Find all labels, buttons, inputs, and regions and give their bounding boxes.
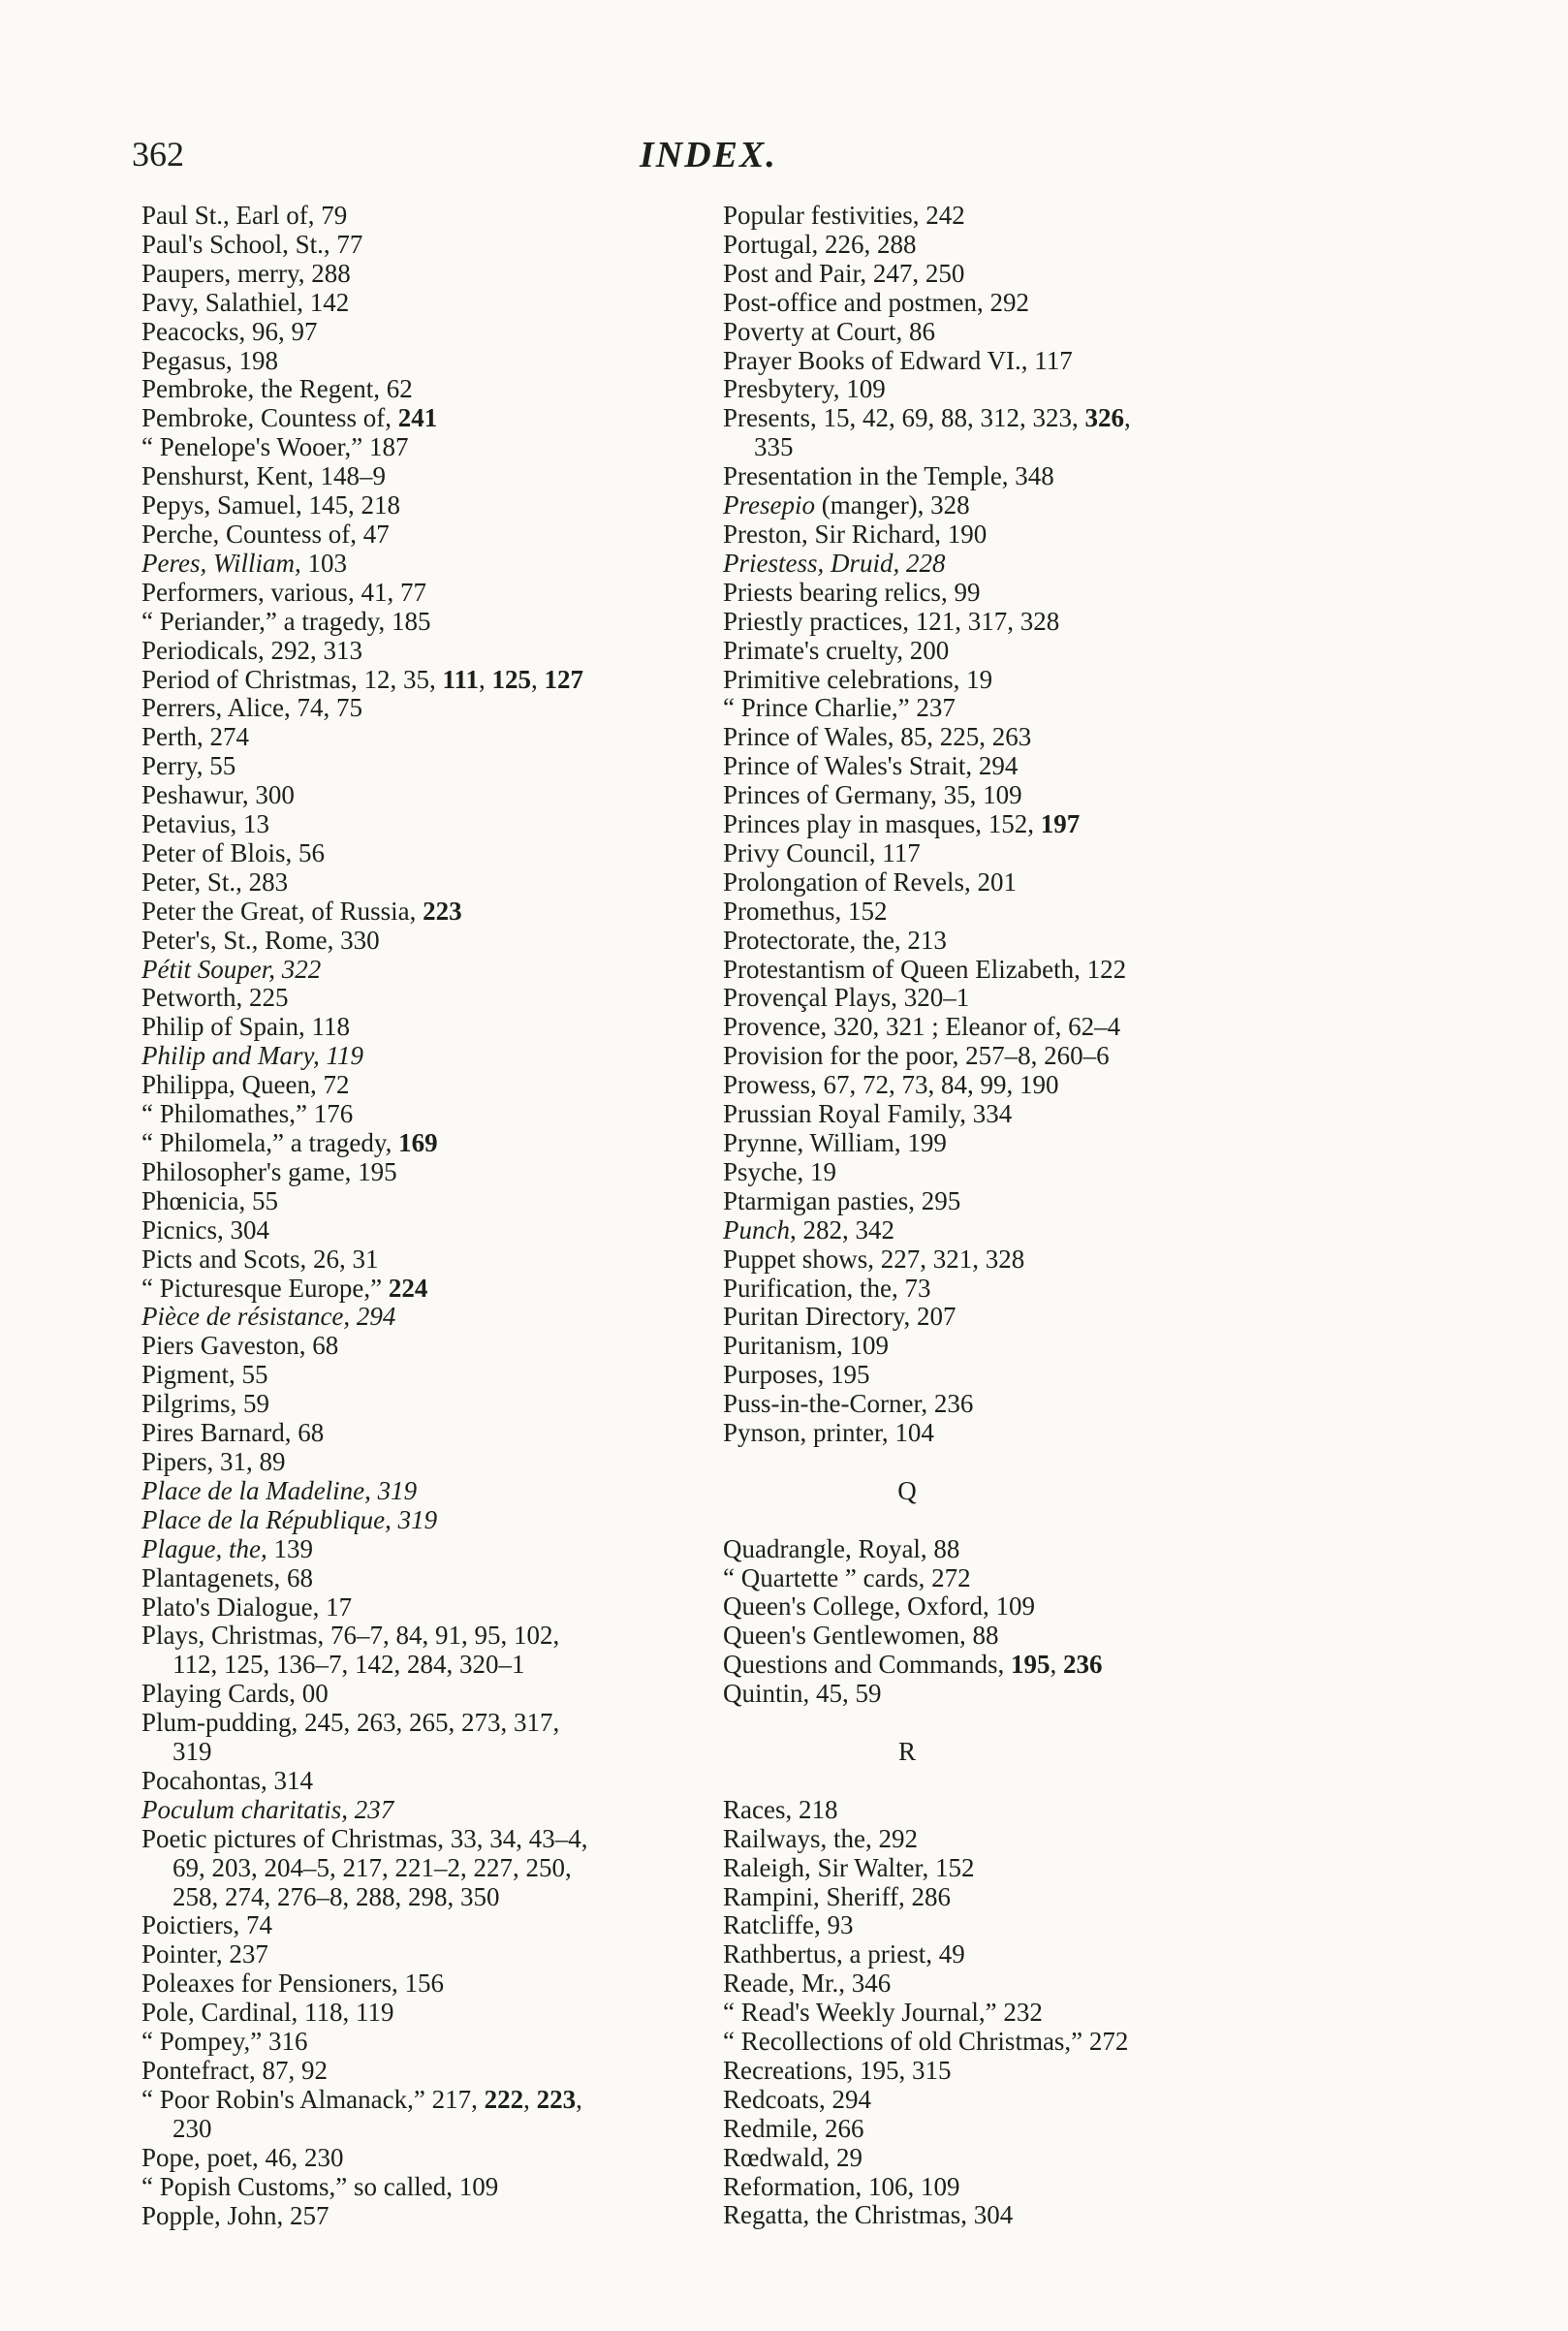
index-entry: “ Penelope's Wooer,” 187 [141, 432, 409, 462]
index-entry: Pavy, Salathiel, 142 [141, 287, 350, 317]
index-entry: Pétit Souper, 322 [141, 954, 322, 984]
index-entry: Ratcliffe, 93 [723, 1910, 854, 1940]
index-entry: Picts and Scots, 26, 31 [141, 1244, 379, 1274]
index-entry: Races, 218 [723, 1794, 838, 1824]
index-entry: Purposes, 195 [723, 1360, 870, 1390]
index-entry: Periodicals, 292, 313 [141, 635, 362, 665]
index-entry: “ Picturesque Europe,” 224 [141, 1273, 428, 1303]
index-entry: Presbytery, 109 [723, 374, 886, 404]
index-entry: Primate's cruelty, 200 [723, 635, 950, 665]
index-entry: Redcoats, 294 [723, 2084, 871, 2114]
index-entry: Pynson, printer, 104 [723, 1418, 934, 1448]
index-entry: Recreations, 195, 315 [723, 2055, 952, 2085]
index-entry: Puss-in-the-Corner, 236 [723, 1389, 974, 1419]
index-entry: Rœdwald, 29 [723, 2142, 862, 2172]
index-entry: Protestantism of Queen Elizabeth, 122 [723, 954, 1127, 984]
index-entry: Post and Pair, 247, 250 [723, 258, 965, 288]
index-entry: Popple, John, 257 [141, 2200, 329, 2230]
index-entry: Priests bearing relics, 99 [723, 577, 981, 607]
index-entry: Presents, 15, 42, 69, 88, 312, 323, 326, [723, 403, 1131, 433]
section-gap [723, 1448, 1304, 1477]
index-entry: Pointer, 237 [141, 1939, 268, 1969]
page-title: INDEX. [640, 135, 777, 175]
index-entry: Railways, the, 292 [723, 1823, 918, 1853]
index-column-left [141, 202, 684, 2230]
index-entry: Playing Cards, 00 [141, 1679, 329, 1709]
index-entry: Pièce de résistance, 294 [141, 1302, 396, 1332]
index-entry: Prowess, 67, 72, 73, 84, 99, 190 [723, 1070, 1059, 1100]
index-entry: Primitive celebrations, 19 [723, 664, 993, 694]
index-entry: Poetic pictures of Christmas, 33, 34, 43–4, [141, 1823, 588, 1853]
index-entry: Presepio (manger), 328 [723, 490, 970, 520]
index-entry: Plum-pudding, 245, 263, 265, 273, 317, [141, 1708, 560, 1738]
index-entry: Poictiers, 74 [141, 1910, 272, 1940]
index-entry: Period of Christmas, 12, 35, 111, 125, 127 [141, 664, 584, 694]
index-entry: Post-office and postmen, 292 [723, 287, 1029, 317]
index-entry: Piers Gaveston, 68 [141, 1331, 339, 1361]
index-entry: Performers, various, 41, 77 [141, 577, 426, 607]
index-entry: Petworth, 225 [141, 983, 289, 1013]
index-entry: “ Periander,” a tragedy, 185 [141, 606, 431, 636]
index-entry: Paul St., Earl of, 79 [141, 201, 348, 230]
index-entry: 69, 203, 204–5, 217, 221–2, 227, 250, [172, 1852, 572, 1882]
index-entry: Regatta, the Christmas, 304 [723, 2200, 1014, 2230]
index-entry: Perry, 55 [141, 751, 236, 781]
index-entry: Redmile, 266 [723, 2113, 864, 2143]
index-entry: Penshurst, Kent, 148–9 [141, 461, 386, 491]
index-entry: Philosopher's game, 195 [141, 1156, 397, 1186]
section-letter: R [897, 1736, 916, 1766]
index-entry: Reformation, 106, 109 [723, 2171, 960, 2201]
index-entry: Pole, Cardinal, 118, 119 [141, 1998, 394, 2028]
index-entry: Prynne, William, 199 [723, 1128, 947, 1157]
index-entry: Popular festivities, 242 [723, 201, 965, 230]
index-entry: Rathbertus, a priest, 49 [723, 1939, 965, 1969]
index-entry: Raleigh, Sir Walter, 152 [723, 1852, 975, 1882]
index-entry: Picnics, 304 [141, 1214, 269, 1244]
index-entry: Philip and Mary, 119 [141, 1041, 363, 1071]
index-entry: Princes of Germany, 35, 109 [723, 780, 1022, 810]
index-entry: Provençal Plays, 320–1 [723, 983, 970, 1013]
index-entry: Plague, the, 139 [141, 1533, 313, 1563]
index-entry: Quadrangle, Royal, 88 [723, 1533, 960, 1563]
index-entry: Priestly practices, 121, 317, 328 [723, 606, 1060, 636]
index-entry: Pocahontas, 314 [141, 1765, 313, 1795]
index-entry: “ Philomela,” a tragedy, 169 [141, 1128, 438, 1157]
index-entry: Peter, St., 283 [141, 866, 289, 897]
index-entry: Pilgrims, 59 [141, 1389, 270, 1419]
index-entry: 112, 125, 136–7, 142, 284, 320–1 [172, 1650, 525, 1680]
index-entry: Peshawur, 300 [141, 780, 295, 810]
index-entry: Ptarmigan pasties, 295 [723, 1185, 961, 1215]
index-entry: “ Read's Weekly Journal,” 232 [723, 1998, 1043, 2028]
index-entry: Philippa, Queen, 72 [141, 1070, 350, 1100]
index-entry: Priestess, Druid, 228 [723, 548, 946, 578]
index-entry: Promethus, 152 [723, 896, 888, 926]
index-entry: 319 [172, 1737, 212, 1767]
index-entry: Princes play in masques, 152, 197 [723, 809, 1081, 839]
index-entry: Pires Barnard, 68 [141, 1418, 325, 1448]
index-entry: Pope, poet, 46, 230 [141, 2142, 344, 2172]
index-entry: Puritanism, 109 [723, 1331, 890, 1361]
index-entry: Preston, Sir Richard, 190 [723, 519, 988, 549]
index-entry: Queen's College, Oxford, 109 [723, 1591, 1036, 1622]
index-entry: Prayer Books of Edward VI., 117 [723, 345, 1073, 375]
index-entry: Punch, 282, 342 [723, 1214, 894, 1244]
index-entry: Reade, Mr., 346 [723, 1969, 892, 1999]
section-letter: Q [897, 1475, 917, 1505]
index-entry: Place de la République, 319 [141, 1504, 438, 1534]
index-entry: Plantagenets, 68 [141, 1562, 313, 1592]
index-entry: Peter of Blois, 56 [141, 837, 325, 867]
index-entry: Pembroke, the Regent, 62 [141, 374, 413, 404]
section-gap [723, 1767, 1304, 1796]
index-entry: “ Prince Charlie,” 237 [723, 693, 956, 723]
index-entry: Phœnicia, 55 [141, 1185, 278, 1215]
index-entry: Paupers, merry, 288 [141, 258, 351, 288]
index-entry: Philip of Spain, 118 [141, 1012, 351, 1042]
index-entry: Peacocks, 96, 97 [141, 316, 318, 346]
index-entry: Paul's School, St., 77 [141, 229, 363, 259]
index-entry: Questions and Commands, 195, 236 [723, 1650, 1103, 1680]
index-column-right [723, 202, 1304, 2230]
index-entry: Peter's, St., Rome, 330 [141, 925, 380, 955]
index-entry: “ Philomathes,” 176 [141, 1099, 354, 1129]
index-entry: Purification, the, 73 [723, 1273, 931, 1303]
index-entry: Prince of Wales's Strait, 294 [723, 751, 1019, 781]
index-entry: “ Pompey,” 316 [141, 2027, 308, 2057]
index-entry: Petavius, 13 [141, 809, 269, 839]
index-entry: Presentation in the Temple, 348 [723, 461, 1054, 491]
index-entry: Puppet shows, 227, 321, 328 [723, 1244, 1025, 1274]
index-entry: “ Poor Robin's Almanack,” 217, 222, 223, [141, 2084, 582, 2114]
index-entry: “ Popish Customs,” so called, 109 [141, 2171, 499, 2201]
index-entry: Plays, Christmas, 76–7, 84, 91, 95, 102, [141, 1621, 560, 1651]
index-entry: Queen's Gentlewomen, 88 [723, 1621, 999, 1651]
index-entry: Pegasus, 198 [141, 345, 278, 375]
index-entry: 258, 274, 276–8, 288, 298, 350 [172, 1881, 500, 1911]
index-entry: Puritan Directory, 207 [723, 1302, 956, 1332]
index-entry: Provence, 320, 321 ; Eleanor of, 62–4 [723, 1012, 1121, 1042]
index-entry: Pembroke, Countess of, 241 [141, 403, 438, 433]
index-entry: Pontefract, 87, 92 [141, 2056, 328, 2085]
index-entry: “ Quartette ” cards, 272 [723, 1562, 971, 1592]
index-entry: Prolongation of Revels, 201 [723, 866, 1017, 897]
page-header [0, 134, 1568, 192]
index-entry: 230 [172, 2113, 212, 2143]
index-entry: Place de la Madeline, 319 [141, 1475, 418, 1505]
index-entry: Poverty at Court, 86 [723, 316, 935, 346]
index-entry: Protectorate, the, 213 [723, 925, 947, 955]
section-gap [723, 1506, 1304, 1535]
index-entry: Perrers, Alice, 74, 75 [141, 693, 362, 723]
index-entry: Poculum charitatis, 237 [141, 1794, 394, 1824]
index-entry: Privy Council, 117 [723, 837, 921, 867]
section-gap [723, 1709, 1304, 1738]
index-entry: 335 [754, 432, 794, 462]
index-entry: Peres, William, 103 [141, 548, 347, 578]
index-entry: Prussian Royal Family, 334 [723, 1099, 1013, 1129]
index-entry: Perche, Countess of, 47 [141, 519, 390, 549]
index-entry: Quintin, 45, 59 [723, 1679, 882, 1709]
index-entry: Perth, 274 [141, 722, 249, 752]
index-entry: Prince of Wales, 85, 225, 263 [723, 722, 1032, 752]
index-entry: Pepys, Samuel, 145, 218 [141, 490, 400, 520]
index-entry: Pigment, 55 [141, 1360, 268, 1390]
page-number: 362 [132, 135, 184, 173]
index-entry: Portugal, 226, 288 [723, 229, 917, 259]
index-entry: Peter the Great, of Russia, 223 [141, 896, 462, 926]
index-entry: Provision for the poor, 257–8, 260–6 [723, 1041, 1110, 1071]
index-entry: “ Recollections of old Christmas,” 272 [723, 2027, 1129, 2057]
index-entry: Poleaxes for Pensioners, 156 [141, 1969, 444, 1999]
index-entry: Rampini, Sheriff, 286 [723, 1881, 951, 1911]
index-entry: Pipers, 31, 89 [141, 1446, 286, 1476]
index-entry: Psyche, 19 [723, 1156, 836, 1186]
index-entry: Plato's Dialogue, 17 [141, 1591, 353, 1622]
